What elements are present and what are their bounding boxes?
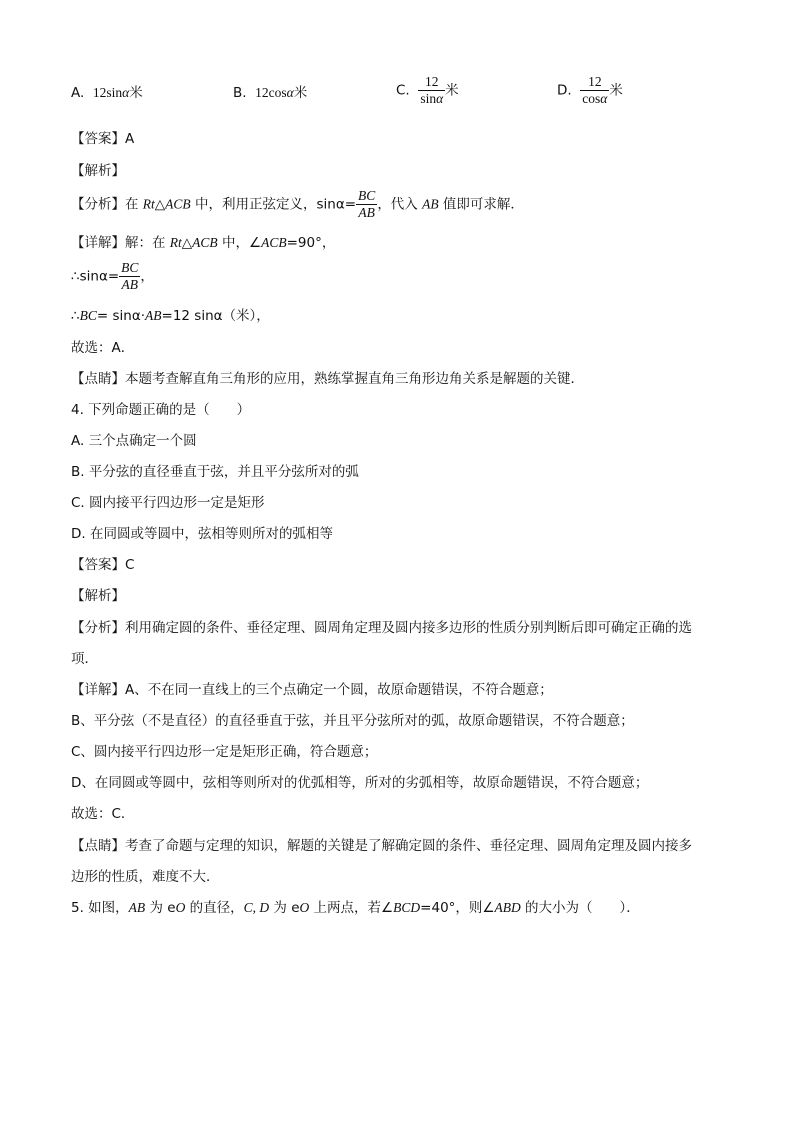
option-b [233,84,307,102]
q3-detail-angle: ACB [261,235,287,250]
option-b-var: α [286,85,294,100]
q3-step2-bc: BC [79,308,97,323]
q4-analysis-heading: 【解析】 [71,588,125,604]
q3-step2 [71,307,270,325]
q5-ab: AB [128,900,146,915]
option-d-den-var: α [600,91,608,106]
q3-step2-alpha: α [131,308,141,324]
q3-step1-pre: ∴sin [71,268,99,285]
option-c-den-var: α [436,91,444,106]
q5-bcd: BCD [393,900,421,915]
q5-mid2: 的直径， [185,900,244,916]
option-a-letter: A. [71,85,85,101]
option-a [71,84,143,102]
q3-detail [71,234,335,252]
option-c-letter: C. [396,82,410,99]
q3-fenxi [71,188,524,221]
q4-detail-a: 【详解】A、不在同一直线上的三个点确定一个圆，故原命题错误，不符合题意； [71,682,553,698]
q3-analysis-heading: 【解析】 [71,163,125,179]
option-d-fraction [580,74,609,107]
q3-fenxi-alpha: α [335,196,345,213]
q4-stem: 4. 下列命题正确的是（ ） [71,402,251,418]
option-a-unit: 米 [129,85,143,101]
option-a-var: α [122,85,130,100]
q4-fenxi-line2: 项． [71,651,98,667]
option-c-fraction [418,74,445,107]
option-b-unit: 米 [293,85,308,101]
q3-step2-pre: ∴ [71,308,80,324]
q3-fenxi-pre: 【分析】在 [71,196,143,213]
q4-comment-line2: 边形的性质，难度不大． [71,869,220,885]
q3-step1-frac-den: AB [121,277,139,292]
q4-option-b: B. 平分弦的直径垂直于弦，并且平分弦所对的弧 [71,464,359,480]
q3-step2-dot: · [140,308,146,324]
q4-fenxi-line1: 【分析】利用确定圆的条件、垂径定理、圆周角定理及圆内接多边形的性质分别判断后即可确定正确的选 [71,620,692,636]
q3-fenxi-fraction [356,188,377,221]
q5-pre: 5. 如图， [71,900,129,916]
q3-fenxi-eq: = [344,196,357,213]
q3-choose: 故选：A． [71,340,135,356]
q3-fenxi-end: 值即可求解． [438,196,524,213]
q5-end: 的大小为（ ）． [520,900,640,916]
q4-comment-line1: 【点睛】考查了命题与定理的知识，解题的关键是了解确定圆的条件、垂径定理、圆周角定理及圆内接多 [71,838,692,854]
q5-mid4: 上两点，若∠ [309,900,394,916]
q3-fenxi-triangle: Rt△ACB [142,196,191,212]
option-d [557,74,623,107]
q3-step1-alpha: α [98,268,108,285]
q3-step1 [71,260,154,293]
q4-detail-b: B、平分弦（不是直径）的直径垂直于弦，并且平分弦所对的弧，故原命题错误，不符合题意； [71,713,634,729]
option-d-unit: 米 [609,82,623,99]
q4-option-c: C. 圆内接平行四边形一定是矩形 [71,495,265,511]
option-c [396,74,459,107]
q4-detail-c: C、圆内接平行四边形一定是矩形正确，符合题意； [71,744,378,760]
q3-step1-eq: = [107,268,120,285]
q3-fenxi-frac-den: AB [358,205,375,220]
q4-option-a: A. 三个点确定一个圆 [71,433,197,449]
option-d-num: 12 [580,74,609,91]
option-c-unit: 米 [445,82,459,99]
q5-stem [71,899,640,917]
option-d-den-fn: cos [582,91,601,106]
q3-fenxi-post: ，代入 [377,196,423,213]
q5-cd: C, D [243,900,270,915]
q3-comment: 【点睛】本题考查解直角三角形的应用，熟练掌握直角三角形边角关系是解题的关键． [71,371,584,387]
q3-step1-end: ， [140,268,154,285]
q5-mid5: =40°，则∠ [420,900,495,916]
option-c-num: 12 [418,74,445,91]
q5-mid1: 为 e [145,900,176,916]
option-b-expr: 12cos [255,85,287,100]
q3-fenxi-ab: AB [422,196,439,212]
q5-abd: ABD [494,900,521,915]
q3-detail-mid: 中，∠ [217,235,262,251]
q3-step1-fraction [119,260,140,293]
q4-choose: 故选：C． [71,806,135,822]
option-b-letter: B. [233,85,247,101]
q4-detail-d: D、在同圆或等圆中，弦相等则所对的优弧相等，所对的劣弧相等，故原命题错误，不符合题意； [71,775,649,791]
q3-fenxi-frac-num: BC [358,188,376,203]
option-c-den-fn: sin [420,91,437,106]
q5-o1: O [175,900,186,915]
q5-o2: O [299,900,310,915]
q5-mid3: 为 e [269,900,300,916]
option-a-expr: 12sin [92,85,123,100]
q3-step2-ab: AB [145,308,162,323]
q3-detail-pre: 【详解】解：在 [71,235,170,251]
q3-step2-mid: = sin [96,308,132,324]
q3-detail-triangle: Rt△ACB [169,235,218,250]
q4-answer: 【答案】C [71,557,135,573]
q4-option-d: D. 在同圆或等圆中，弦相等则所对的弧相等 [71,526,333,542]
q3-step2-end: =12 sinα（米）， [161,308,270,324]
q3-fenxi-mid: 中，利用正弦定义，sin [190,196,336,213]
q3-step1-frac-num: BC [121,260,139,275]
option-d-letter: D. [557,82,572,99]
q3-answer: 【答案】A [71,131,135,147]
q3-detail-end: =90°， [286,235,336,251]
